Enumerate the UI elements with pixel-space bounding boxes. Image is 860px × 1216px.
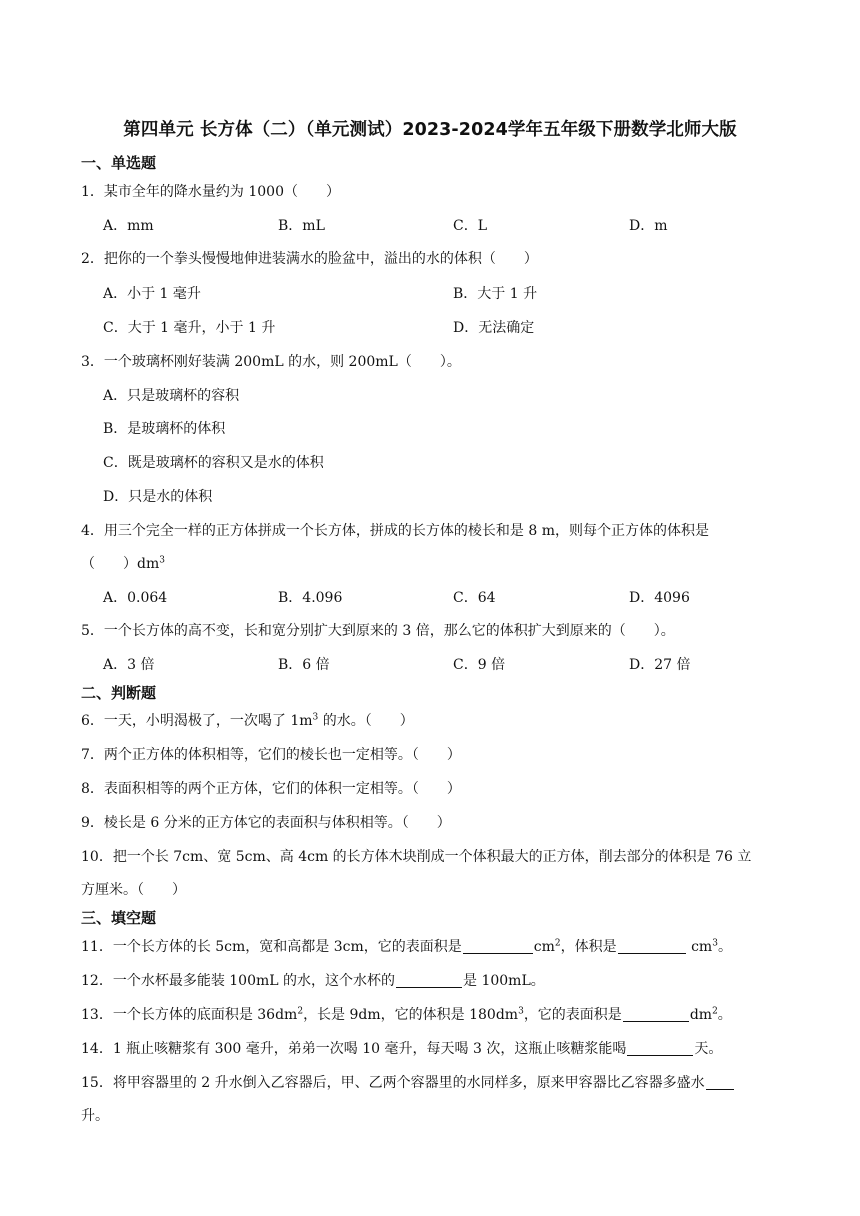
q4-option-c: C．64	[453, 590, 496, 606]
q11-superscript-2: 3	[712, 938, 718, 949]
q1-option-c: C．L	[453, 218, 488, 234]
q4-option-a: A．0.064	[103, 590, 168, 606]
q3-option-c: C．既是玻璃杯的容积又是水的体积	[103, 455, 324, 471]
q13-text-3: ，它的表面积是	[523, 1007, 622, 1023]
question-15-line-2: 升。	[81, 1108, 109, 1124]
q4-unit-text: （ ）dm	[81, 556, 160, 572]
question-15-line-1	[81, 1072, 735, 1092]
q13-blank[interactable]	[623, 1006, 689, 1022]
question-6	[81, 710, 414, 730]
question-7: 7．两个正方体的体积相等，它们的棱长也一定相等。（ ）	[81, 747, 461, 763]
q5-option-d: D．27 倍	[629, 657, 691, 673]
q2-option-c: C．大于 1 毫升，小于 1 升	[103, 320, 276, 336]
q1-option-a: A．mm	[103, 218, 154, 234]
q4-option-b: B．4.096	[278, 590, 343, 606]
q13-text-5: 。	[717, 1007, 732, 1023]
question-2: 2．把你的一个拳头慢慢地伸进装满水的脸盆中，溢出的水的体积（ ）	[81, 251, 538, 267]
q2-option-b: B．大于 1 升	[453, 286, 538, 302]
q11-blank-2[interactable]	[618, 938, 686, 954]
q5-option-b: B．6 倍	[278, 657, 330, 673]
q1-option-b: B．mL	[278, 218, 325, 234]
q15-blank[interactable]	[706, 1074, 734, 1090]
page-title: 第四单元 长方体（二）（单元测试）2023-2024学年五年级下册数学北师大版	[123, 120, 737, 140]
q12-text-2: 是 100mL。	[463, 973, 545, 989]
q12-text-1: 12．一个水杯最多能装 100mL 的水，这个水杯的	[81, 973, 396, 989]
q13-superscript-3: 2	[712, 1006, 718, 1017]
q11-blank-1[interactable]	[463, 938, 533, 954]
q5-option-a: A．3 倍	[103, 657, 155, 673]
question-14	[81, 1038, 722, 1058]
question-9: 9．棱长是 6 分米的正方体它的表面积与体积相等。（ ）	[81, 815, 451, 831]
q13-text-4: dm	[689, 1007, 713, 1023]
question-12	[81, 970, 545, 990]
q6-superscript: 3	[312, 712, 319, 723]
q11-text-4: cm	[686, 939, 713, 955]
question-1: 1．某市全年的降水量约为 1000（ ）	[81, 184, 340, 200]
q11-text-1: 11．一个长方体的长 5cm，宽和高都是 3cm，它的表面积是	[81, 939, 462, 955]
q11-text-3: ，体积是	[560, 939, 617, 955]
q2-option-a: A．小于 1 毫升	[103, 286, 201, 302]
q13-text-1: 13．一个长方体的底面积是 36dm	[81, 1007, 298, 1023]
q6-text-post: 的水。（ ）	[318, 713, 414, 729]
section-heading-true-false: 二、判断题	[81, 684, 157, 702]
section-heading-fill-in: 三、填空题	[81, 909, 157, 927]
q2-option-d: D．无法确定	[453, 320, 535, 336]
section-heading-single-choice: 一、单选题	[81, 154, 157, 172]
question-8: 8．表面积相等的两个正方体，它们的体积一定相等。（ ）	[81, 781, 461, 797]
question-10-line-1: 10．把一个长 7cm、宽 5cm、高 4cm 的长方体木块削成一个体积最大的正方体，削去部分的体积是 76 立	[81, 849, 752, 865]
q13-superscript-2: 3	[518, 1006, 524, 1017]
question-4-line-2	[81, 553, 165, 573]
q11-superscript-1: 2	[554, 938, 561, 949]
question-5: 5．一个长方体的高不变，长和宽分别扩大到原来的 3 倍，那么它的体积扩大到原来的（ ）。	[81, 623, 675, 639]
question-3: 3．一个玻璃杯刚好装满 200mL 的水，则 200mL（ ）。	[81, 354, 461, 370]
q3-option-d: D．只是水的体积	[103, 489, 213, 505]
q3-option-b: B．是玻璃杯的体积	[103, 421, 226, 437]
q12-blank[interactable]	[396, 972, 462, 988]
q4-option-d: D．4096	[629, 590, 690, 606]
q11-text-5: 。	[717, 939, 732, 955]
q14-text-1: 14．1 瓶止咳糖浆有 300 毫升，弟弟一次喝 10 毫升，每天喝 3 次，这瓶止咳糖浆能喝	[81, 1041, 627, 1057]
q6-text-pre: 6．一天，小明渴极了，一次喝了 1m	[81, 713, 313, 729]
q1-option-d: D．m	[629, 218, 668, 234]
q4-superscript: 3	[159, 555, 165, 566]
q3-option-a: A．只是玻璃杯的容积	[103, 388, 240, 404]
q14-blank[interactable]	[627, 1040, 693, 1056]
question-4-line-1: 4．用三个完全一样的正方体拼成一个长方体，拼成的长方体的棱长和是 8 m，则每个正方体的体积是	[81, 523, 709, 539]
q11-text-2: cm	[533, 939, 555, 955]
q14-text-2: 天。	[694, 1041, 723, 1057]
q13-text-2: ，长是 9dm，它的体积是 180dm	[303, 1007, 519, 1023]
question-11	[81, 936, 732, 956]
q13-superscript-1: 2	[297, 1006, 304, 1017]
q5-option-c: C．9 倍	[453, 657, 506, 673]
question-13	[81, 1004, 732, 1024]
question-10-line-2: 方厘米。（ ）	[81, 882, 186, 898]
q15-text-1: 15．将甲容器里的 2 升水倒入乙容器后，甲、乙两个容器里的水同样多，原来甲容器比乙容器多盛水	[81, 1075, 705, 1091]
